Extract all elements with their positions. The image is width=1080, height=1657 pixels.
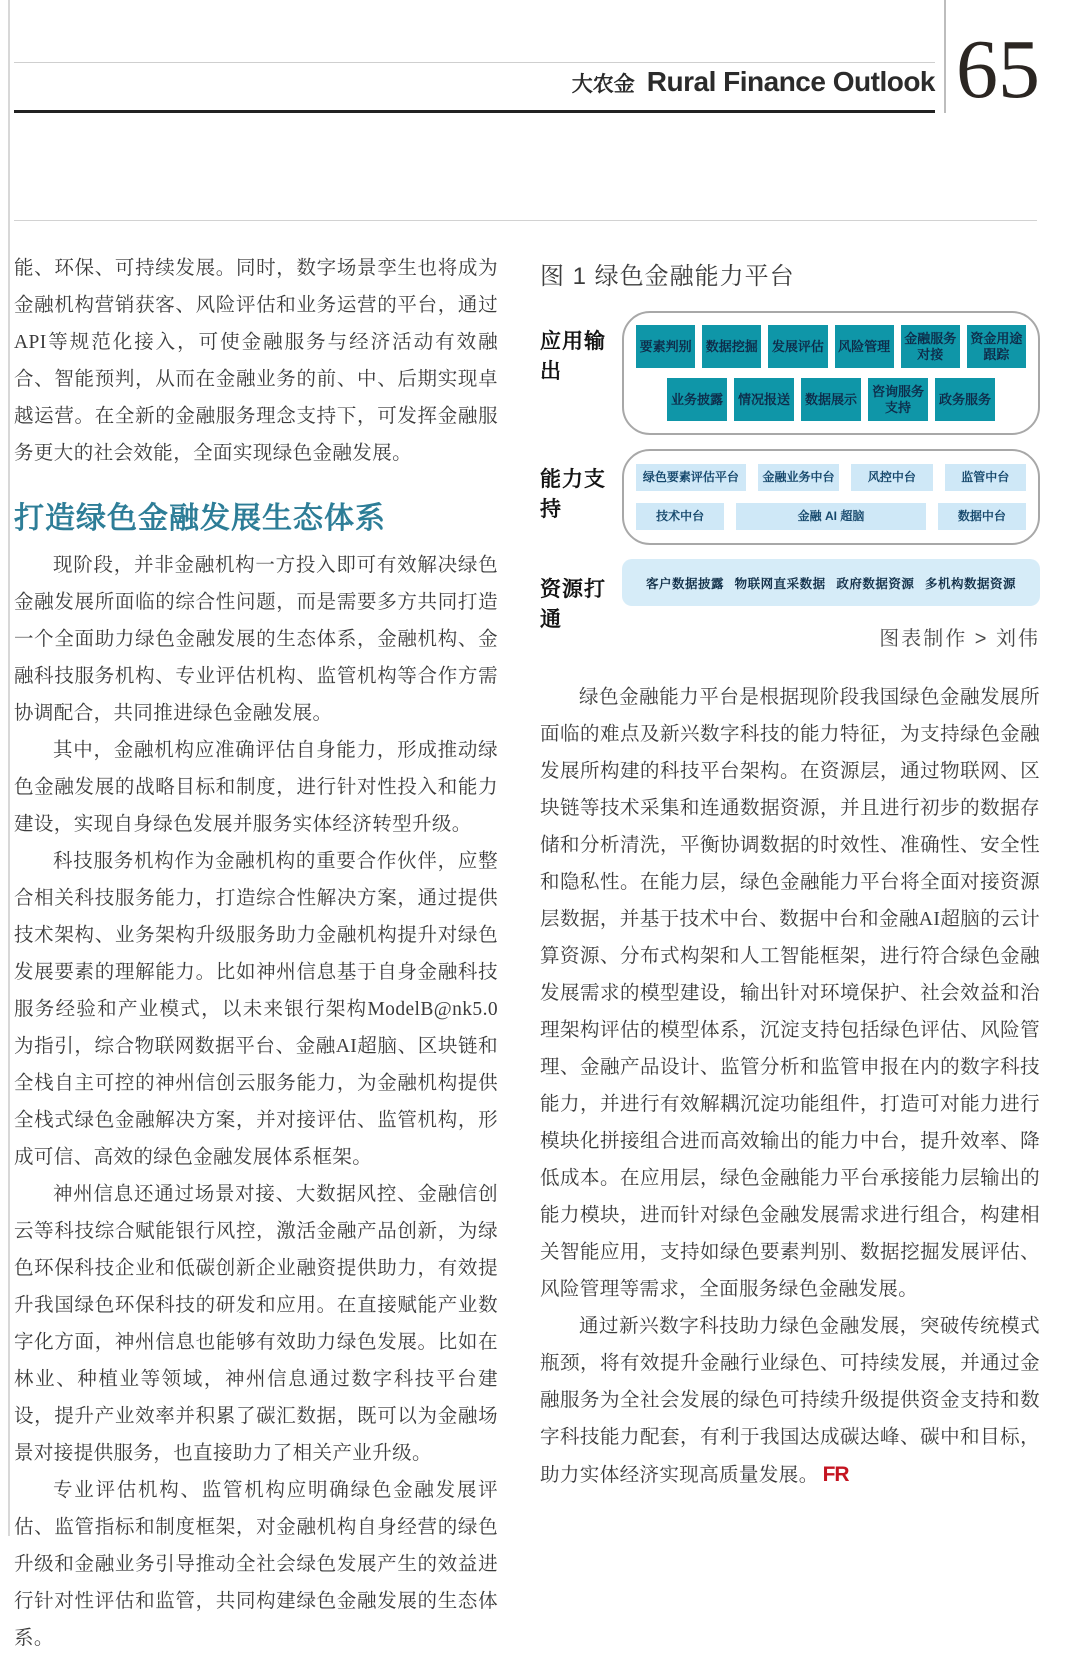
figure-box: 要素判别 (636, 325, 695, 368)
figure-title: 图 1 绿色金融能力平台 (540, 263, 795, 290)
content-top-hairline (14, 220, 1037, 221)
header-vertical-divider (944, 0, 946, 113)
figure-box: 风控中台 (851, 464, 932, 491)
figure-box-row (636, 378, 1026, 421)
figure-credit: 图表制作 > 刘伟 (879, 628, 1040, 650)
right-column-paragraphs (540, 679, 1040, 1494)
figure-box: 监管中台 (945, 464, 1026, 491)
figure-box: 数据展示 (801, 378, 861, 421)
figure-box: 数据中台 (938, 503, 1026, 530)
paragraph: 其中，金融机构应准确评估自身能力，形成推动绿色金融发展的战略目标和制度，进行针对性投入和能力建设，实现自身绿色发展并服务实体经济转型升级。 (14, 740, 498, 835)
figure-section-label: 能力支持 (540, 468, 606, 521)
header-top-hairline (14, 62, 935, 63)
figure-box: 情况报送 (734, 378, 794, 421)
header-thick-rule (14, 110, 935, 113)
figure-section-label: 资源打通 (540, 578, 606, 631)
journal-name-chinese: 大农金 (571, 73, 635, 96)
figure-box: 发展评估 (768, 325, 827, 368)
figure-box-row (636, 325, 1026, 368)
page-left-border (8, 0, 10, 1536)
right-column (540, 250, 1040, 1494)
figure-section-label: 应用输出 (540, 330, 606, 383)
paragraph: 专业评估机构、监管机构应明确绿色金融发展评估、监管指标和制度框架，对金融机构自身经营的绿色升级和金融业务引导推动全社会绿色发展产生的效益进行针对性评估和监管，共同构建绿色金融发展的生态体系。 (14, 1480, 498, 1649)
resource-label: 客户数据披露 (646, 576, 725, 591)
section-heading: 打造绿色金融发展生态体系 (14, 502, 386, 535)
figure-box: 资金用途跟踪 (967, 325, 1026, 368)
resource-label: 物联网直采数据 (734, 576, 826, 591)
resource-label: 政府数据资源 (836, 576, 915, 591)
figure-box: 技术中台 (636, 503, 724, 530)
figure-section (540, 559, 1040, 631)
figure-panel (622, 559, 1040, 606)
paragraph: 绿色金融能力平台是根据现阶段我国绿色金融发展所面临的难点及新兴数字科技的能力特征，为支持绿色金融发展所构建的科技平台架构。在资源层，通过物联网、区块链等技术采集和连通数据资源，并且进行初步的数据存储和分析清洗，平衡协调数据的时效性、准确性、安全性和隐私性。在能力层，绿色金融能力平台将全面对接资源层数据，并基于技术中台、数据中台和金融AI超脑的云计算资源、分布式构架和人工智能框架，进行符合绿色金融发展需求的模型建设，输出针对环境保护、社会效益和治理架构评估的模型体系，沉淀支持包括绿色评估、风险管理、金融产品设计、监管分析和监管申报在内的数字科技能力，并进行有效解耦沉淀功能组件，打造可对能力进行模块化拼接组合进而高效输出的能力中台，提升效率、降低成本。在应用层，绿色金融能力平台承接能力层输出的能力模块，进而针对绿色金融发展需求进行组合，构建相关智能应用，支持如绿色要素判别、数据挖掘发展评估、风险管理等需求，全面服务绿色金融发展。 (540, 687, 1040, 1300)
journal-name-english: Rural Finance Outlook (646, 66, 935, 97)
figure-box: 数据挖掘 (702, 325, 761, 368)
left-column-paragraphs (14, 547, 498, 1657)
figure-diagram (540, 311, 1040, 631)
paragraph: 通过新兴数字科技助力绿色金融发展，突破传统模式瓶颈，将有效提升金融行业绿色、可持续发展，并通过金融服务为全社会发展的绿色可持续升级提供资金支持和数字科技能力配套，有利于我国达成碳达峰、碳中和目标，助力实体经济实现高质量发展。 FR (540, 1316, 1040, 1486)
figure-box: 绿色要素评估平台 (636, 464, 746, 491)
figure-box: 金融服务对接 (901, 325, 960, 368)
figure-box-row (636, 503, 1026, 530)
left-column (14, 250, 498, 1657)
figure-box-row (636, 464, 1026, 491)
figure-box: 风险管理 (835, 325, 894, 368)
paragraph: 神州信息还通过场景对接、大数据风控、金融信创云等科技综合赋能银行风控，激活金融产品创新，为绿色环保科技企业和低碳创新企业融资提供助力，有效提升我国绿色环保科技的研发和应用。在直接赋能产业数字化方面，神州信息也能够有效助力绿色发展。比如在林业、种植业等领域，神州信息通过数字科技平台建设，提升产业效率并积累了碳汇数据，既可以为金融场景对接提供服务，也直接助力了相关产业升级。 (14, 1184, 498, 1464)
figure-panel (622, 311, 1040, 435)
figure-box: 金融业务中台 (758, 464, 839, 491)
page-number: 65 (956, 23, 1040, 116)
resource-label: 多机构数据资源 (924, 576, 1016, 591)
continuation-paragraph: 能、环保、可持续发展。同时，数字场景孪生也将成为金融机构营销获客、风险评估和业务运营的平台，通过API等规范化接入，可使金融服务与经济活动有效融合、智能预判，从而在金融业务的前、中、后期实现卓越运营。在全新的金融服务理念支持下，可发挥金融服务更大的社会效能，全面实现绿色金融发展。 (14, 258, 498, 464)
figure-panel (622, 449, 1040, 545)
paragraph: 科技服务机构作为金融机构的重要合作伙伴，应整合相关科技服务能力，打造综合性解决方案，通过提供技术架构、业务架构升级服务助力金融机构提升对绿色发展要素的理解能力。比如神州信息基于自身金融科技服务经验和产业模式，以未来银行架构ModelB@nk5.0为指引，综合物联网数据平台、金融AI超脑、区块链和全栈自主可控的神州信创云服务能力，为金融机构提供全栈式绿色金融解决方案，并对接评估、监管机构，形成可信、高效的绿色金融发展体系框架。 (14, 851, 498, 1168)
paragraph: 现阶段，并非金融机构一方投入即可有效解决绿色金融发展所面临的综合性问题，而是需要多方共同打造一个全面助力绿色金融发展的生态体系，金融机构、金融科技服务机构、专业评估机构、监管机构等合作方需协调配合，共同推进绿色金融发展。 (14, 555, 498, 724)
figure-box: 金融 AI 超脑 (736, 503, 926, 530)
figure-box: 咨询服务支持 (868, 378, 928, 421)
journal-title (500, 66, 935, 108)
figure-box: 政务服务 (935, 378, 995, 421)
figure-box: 业务披露 (667, 378, 727, 421)
figure-section (540, 449, 1040, 545)
figure-section (540, 311, 1040, 435)
article-end-mark: FR (822, 1463, 849, 1486)
